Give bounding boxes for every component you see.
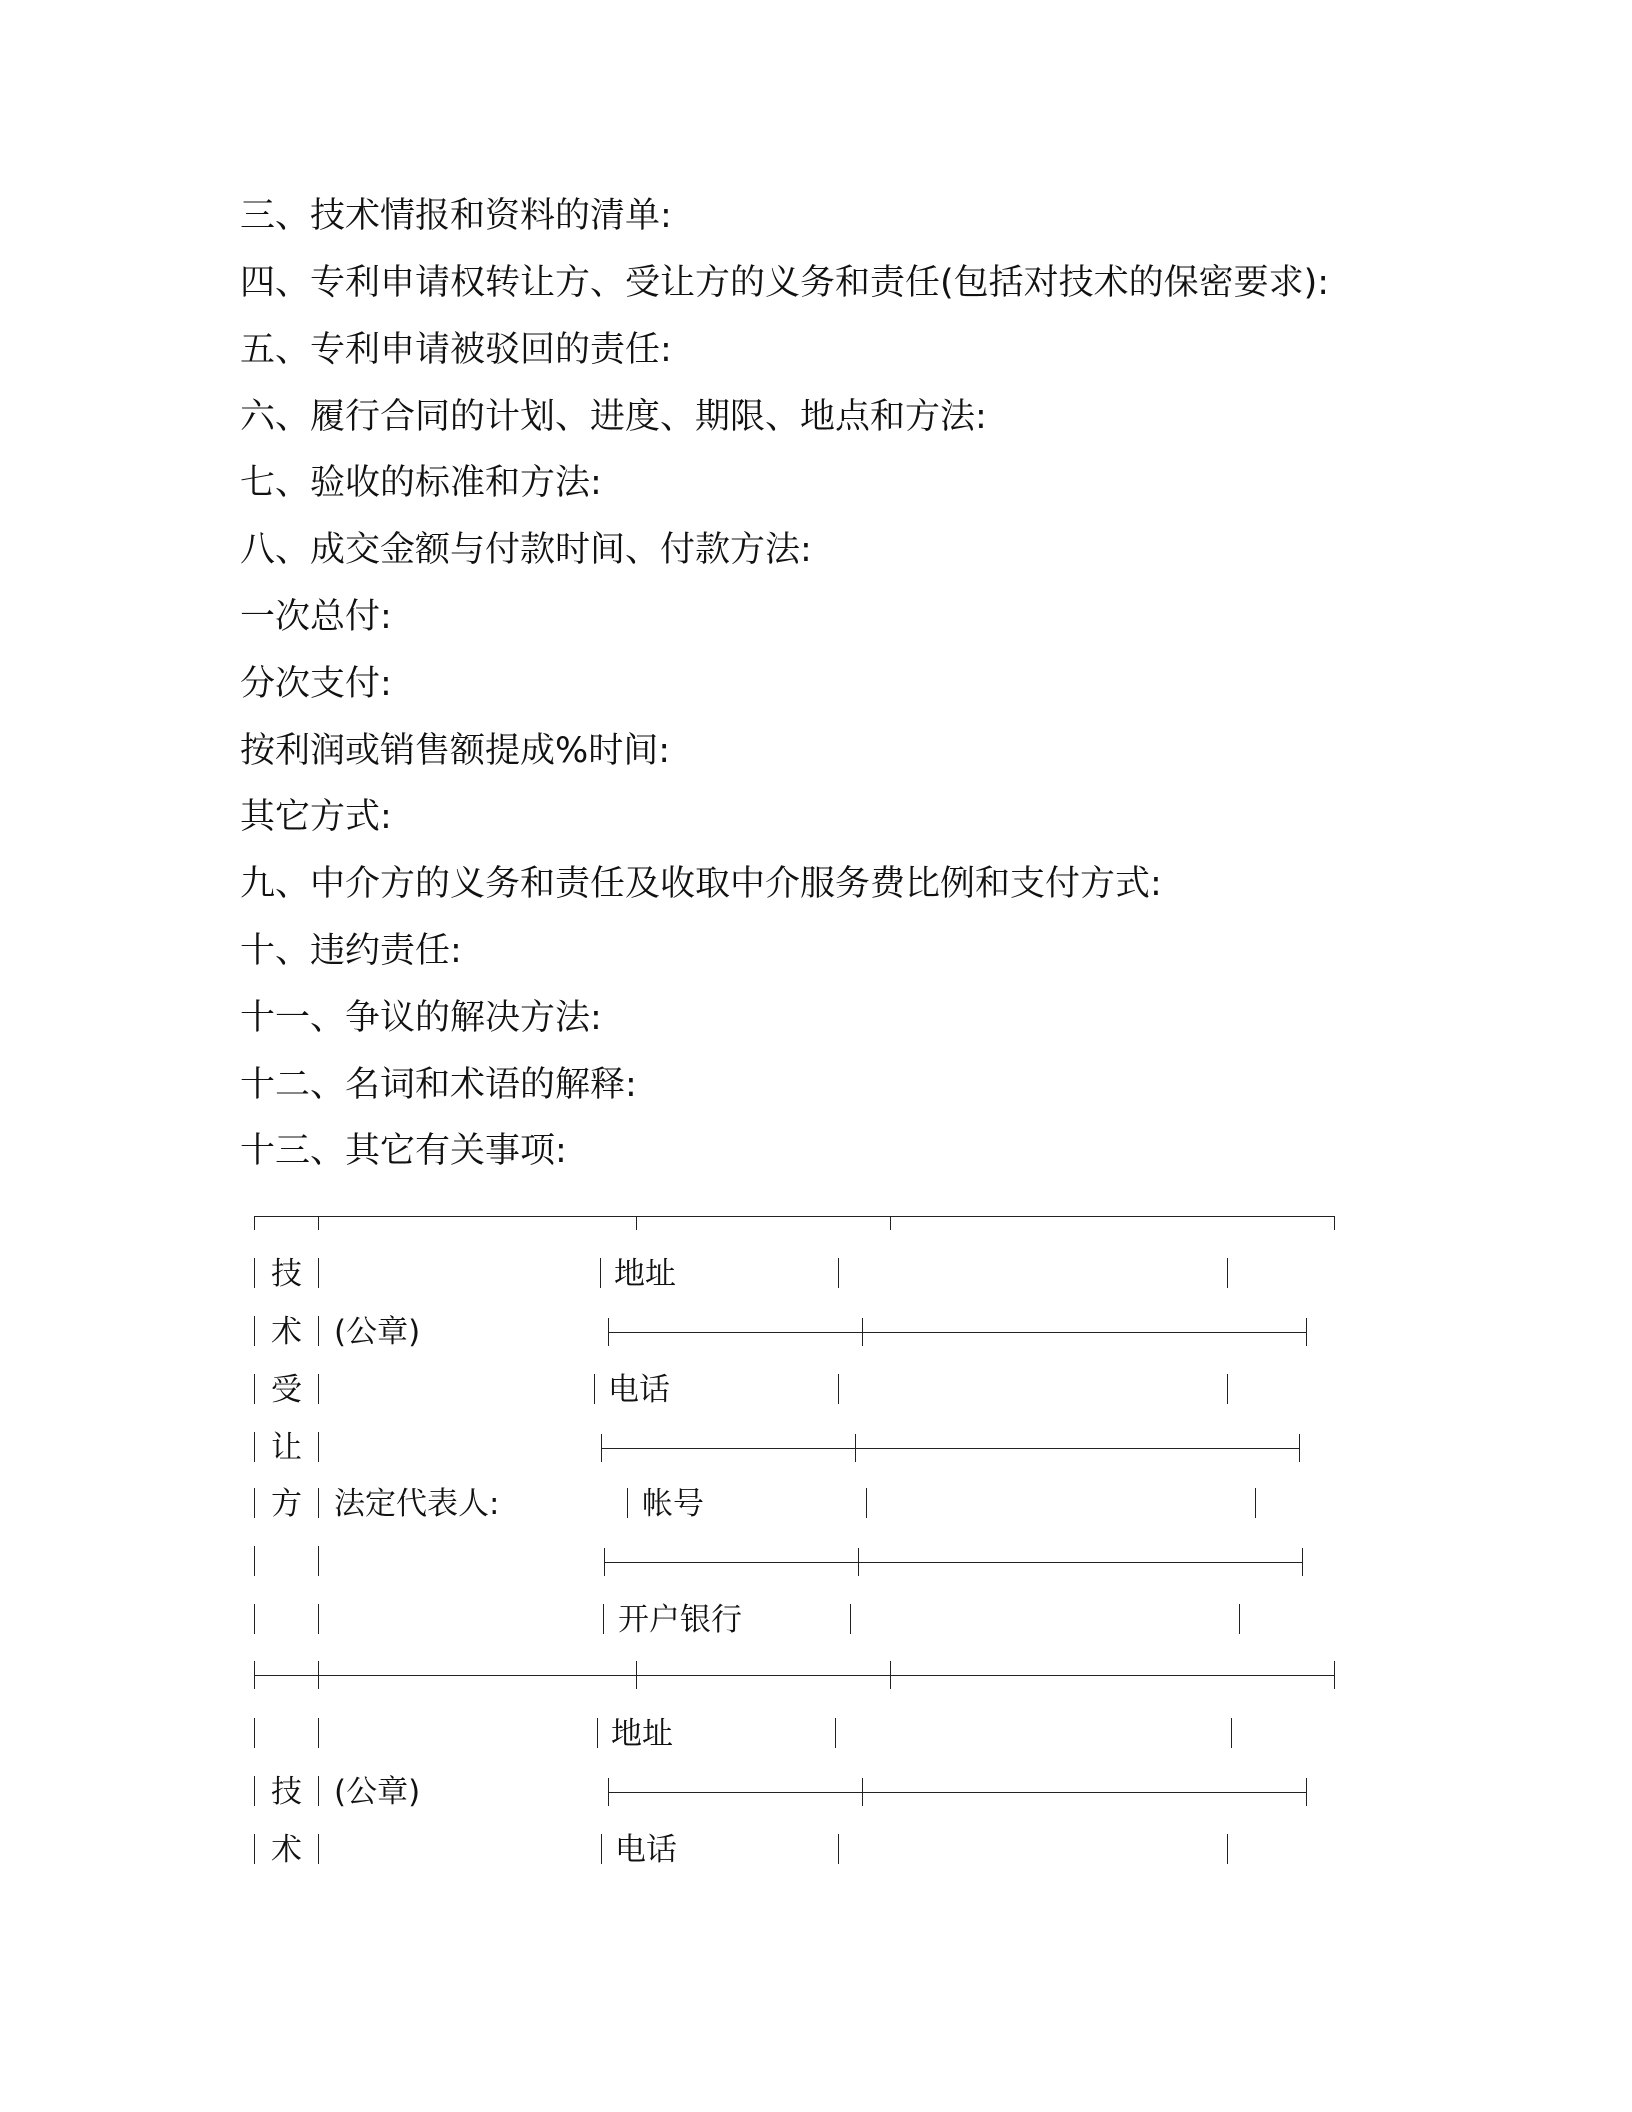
side-char: 方 [271,1486,302,1522]
row-border [254,1374,255,1404]
table-tick [636,1661,637,1689]
side-char: 术 [271,1832,302,1868]
payment-lump-sum: 一次总付: [240,597,392,637]
bank-label: 开户银行 [618,1602,742,1638]
table-top-border [254,1216,1334,1217]
row-border [855,1434,856,1462]
payment-other: 其它方式: [240,797,392,837]
clause-5: 五、专利申请被驳回的责任: [240,330,672,370]
row-border [603,1604,604,1634]
row-border [597,1718,598,1748]
seal-label: (公章) [334,1314,421,1350]
phone-label: 电话 [615,1832,677,1868]
clause-6: 六、履行合同的计划、进度、期限、地点和方法: [240,397,987,437]
row-border [318,1834,319,1864]
row-border [254,1776,255,1806]
row-border [254,1604,255,1634]
row-separator [608,1792,1306,1793]
row-border [1299,1434,1300,1462]
row-border [835,1718,836,1748]
row-border [254,1432,255,1462]
table-tick [1334,1661,1335,1689]
clause-12: 十二、名词和术语的解释: [240,1065,637,1105]
row-border [1255,1488,1256,1518]
row-border [838,1834,839,1864]
table-tick [890,1216,891,1230]
row-border [1239,1604,1240,1634]
row-border [318,1546,319,1576]
row-border [254,1834,255,1864]
row-border [1231,1718,1232,1748]
row-separator [601,1448,1299,1449]
row-border [318,1718,319,1748]
account-label: 帐号 [642,1486,704,1522]
clause-8: 八、成交金额与付款时间、付款方法: [240,530,812,570]
table-tick [1334,1216,1335,1230]
payment-royalty: 按利润或销售额提成%时间: [240,731,671,771]
row-border [318,1776,319,1806]
address-label: 地址 [611,1716,673,1752]
legal-rep-label: 法定代表人: [334,1486,500,1522]
row-border [850,1604,851,1634]
row-border [627,1488,628,1518]
side-char: 受 [271,1372,302,1408]
row-border [318,1488,319,1518]
row-border [1227,1374,1228,1404]
row-separator [608,1332,1306,1333]
side-char: 术 [271,1314,302,1350]
clause-4: 四、专利申请权转让方、受让方的义务和责任(包括对技术的保密要求): [240,263,1330,303]
row-border [1227,1834,1228,1864]
table-tick [318,1661,319,1689]
row-border [318,1374,319,1404]
row-border [601,1834,602,1864]
clause-11: 十一、争议的解决方法: [240,998,602,1038]
table-tick [636,1216,637,1230]
table-tick [254,1661,255,1689]
section-separator [254,1675,1334,1676]
phone-label: 电话 [608,1372,670,1408]
payment-installments: 分次支付: [240,664,392,704]
table-tick [890,1661,891,1689]
clause-10: 十、违约责任: [240,931,462,971]
seal-label: (公章) [334,1774,421,1810]
row-border [862,1778,863,1806]
row-border [862,1318,863,1346]
row-separator [604,1562,1302,1563]
row-border [600,1258,601,1288]
row-border [254,1316,255,1346]
row-border [838,1258,839,1288]
clause-9: 九、中介方的义务和责任及收取中介服务费比例和支付方式: [240,864,1162,904]
row-border [1302,1548,1303,1576]
side-char: 技 [271,1256,302,1292]
row-border [1306,1778,1307,1806]
row-border [866,1488,867,1518]
row-border [318,1604,319,1634]
clause-7: 七、验收的标准和方法: [240,463,602,503]
clause-3: 三、技术情报和资料的清单: [240,196,672,236]
side-char: 技 [271,1774,302,1810]
address-label: 地址 [614,1256,676,1292]
table-tick [254,1216,255,1230]
row-border [254,1258,255,1288]
row-border [318,1258,319,1288]
row-border [254,1718,255,1748]
row-border [858,1548,859,1576]
row-border [254,1546,255,1576]
clause-13: 十三、其它有关事项: [240,1131,567,1171]
row-border [1227,1258,1228,1288]
row-border [318,1316,319,1346]
row-border [838,1374,839,1404]
row-border [1306,1318,1307,1346]
side-char: 让 [271,1430,302,1466]
table-tick [318,1216,319,1230]
row-border [318,1432,319,1462]
row-border [254,1488,255,1518]
row-border [594,1374,595,1404]
